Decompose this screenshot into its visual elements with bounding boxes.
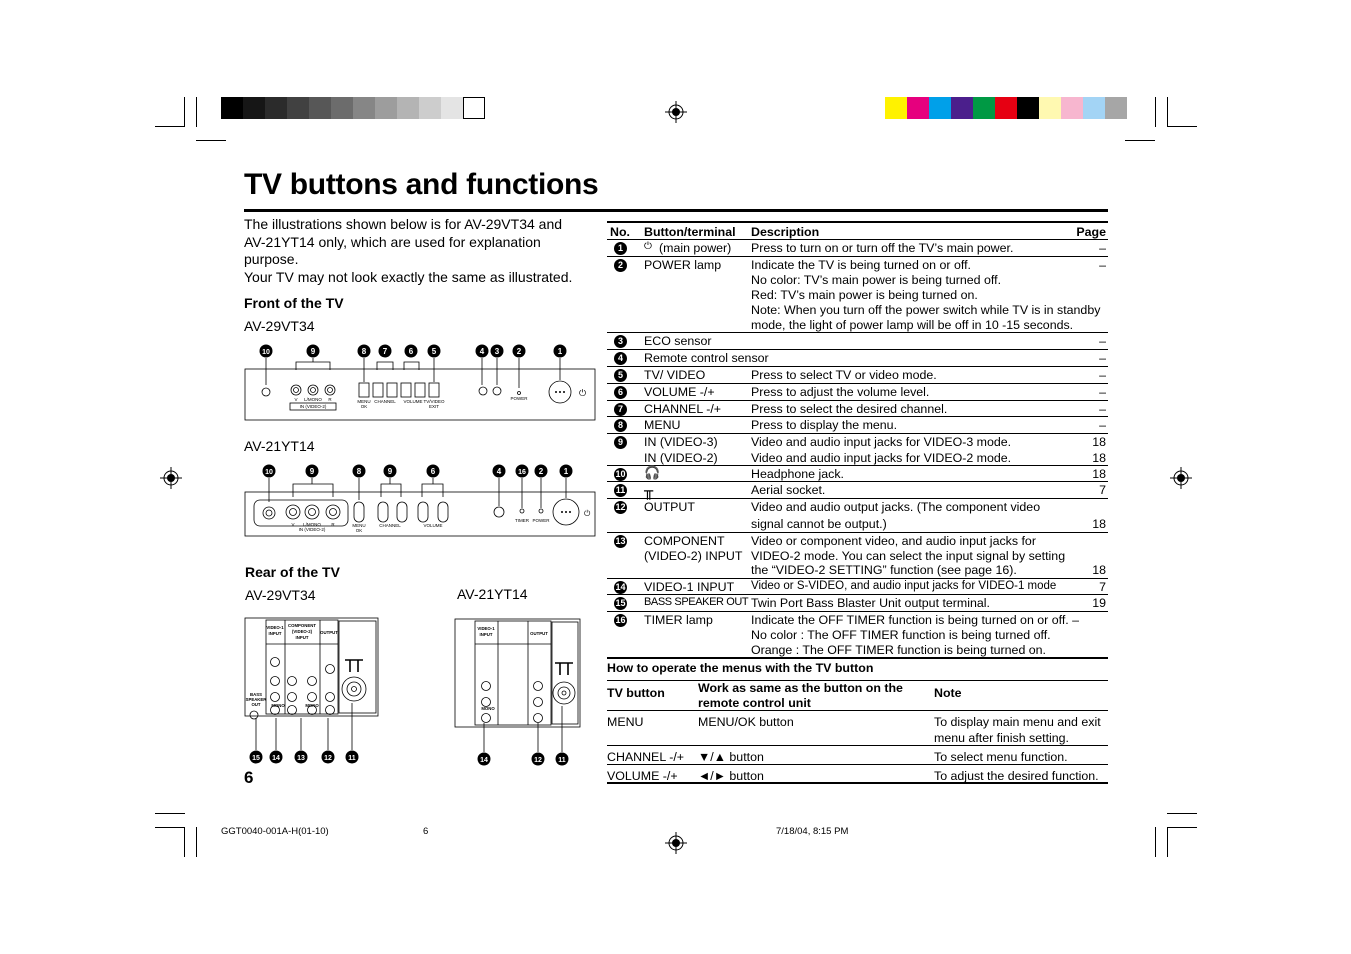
description-line: Orange : The OFF TIMER function is being turned on. xyxy=(751,643,1046,657)
svg-text:(VIDEO-2): (VIDEO-2) xyxy=(291,629,313,634)
svg-text:CHANNEL: CHANNEL xyxy=(374,399,396,404)
description-line: Note: When you turn off the power switch while TV is in standby xyxy=(751,303,1101,317)
svg-text:⏻: ⏻ xyxy=(579,389,587,399)
footer-code: GGT0040-001A-H(01-10) xyxy=(221,826,329,837)
table-row xyxy=(607,594,1108,611)
svg-text:10: 10 xyxy=(262,349,270,356)
color-swatch xyxy=(973,97,995,119)
menu-note: To display main menu and exit menu after finish setting. xyxy=(934,715,1101,745)
menu-header-tv-button: TV button xyxy=(607,686,665,700)
menu-work: ◄/► button xyxy=(698,769,764,783)
svg-text:4: 4 xyxy=(496,467,502,476)
page-ref: – xyxy=(1099,334,1106,348)
svg-text:11: 11 xyxy=(348,755,356,762)
rear-model-1: AV-29VT34 xyxy=(245,587,316,603)
menu-table-row xyxy=(607,765,1108,784)
table-row xyxy=(607,256,1108,332)
button-name: MENU xyxy=(644,418,681,432)
color-swatch xyxy=(1105,97,1127,119)
gray-swatch xyxy=(419,97,441,119)
item-number-badge: 4 xyxy=(614,352,627,365)
menu-note: To adjust the desired function. xyxy=(934,769,1099,783)
description-line: Headphone jack. xyxy=(751,467,844,481)
gray-swatch xyxy=(375,97,397,119)
svg-text:11: 11 xyxy=(558,757,566,764)
table-header-row xyxy=(607,221,1108,239)
item-number-badge: 15 xyxy=(615,598,626,608)
svg-text:R: R xyxy=(331,522,335,527)
svg-text:14: 14 xyxy=(272,755,280,762)
gray-swatch xyxy=(353,97,375,119)
description-line: Indicate the TV is being turned on or off. xyxy=(751,258,971,272)
color-swatch xyxy=(951,97,973,119)
button-name: IN (VIDEO-3) xyxy=(644,435,718,449)
gray-swatch xyxy=(221,97,243,119)
intro-line: AV-21YT14 only, which are used for explanation xyxy=(244,233,541,250)
menu-tv-button: CHANNEL -/+ xyxy=(607,750,684,764)
description-line: the “VIDEO-2 SETTING” function (see page 16). xyxy=(751,563,1017,577)
title-rule xyxy=(244,209,1108,212)
gray-swatch xyxy=(441,97,463,119)
color-swatch xyxy=(1039,97,1061,119)
registration-mark-top xyxy=(665,101,687,123)
svg-text:VIDEO-1: VIDEO-1 xyxy=(266,625,284,630)
front-model-1: AV-29VT34 xyxy=(244,318,315,334)
front-panel-av29vt34 xyxy=(244,340,596,422)
intro-line: purpose. xyxy=(244,251,299,268)
table-row xyxy=(607,366,1108,383)
page-ref: – xyxy=(1099,258,1106,272)
svg-text:VIDEO-1: VIDEO-1 xyxy=(477,626,495,631)
svg-text:8: 8 xyxy=(356,467,362,476)
table-row xyxy=(607,498,1108,532)
item-number-badge: 5 xyxy=(614,369,627,382)
menu-header-note: Note xyxy=(934,686,962,700)
color-swatch xyxy=(907,97,929,119)
page-ref: – xyxy=(1099,241,1106,255)
svg-text:POWER: POWER xyxy=(532,518,550,523)
description-line: Red: TV’s main power is being turned on. xyxy=(751,288,978,302)
page-ref-secondary: 18 xyxy=(1092,451,1106,465)
item-number-badge: 11 xyxy=(615,485,626,495)
svg-text:12: 12 xyxy=(534,757,542,764)
button-name: ECO sensor xyxy=(644,334,712,348)
svg-text:1: 1 xyxy=(563,467,569,476)
description-line: No color: TV’s main power is being turned off. xyxy=(751,273,1002,287)
page-ref: 18 xyxy=(1092,435,1106,449)
page-ref: 18 xyxy=(1092,563,1106,577)
svg-text:OK: OK xyxy=(360,404,368,409)
svg-text:VOLUME: VOLUME xyxy=(403,399,423,404)
description-line: Video and audio output jacks. (The component video xyxy=(751,500,1041,514)
item-number-badge: 14 xyxy=(615,582,626,592)
item-number-badge: 13 xyxy=(615,536,626,546)
page-ref: – xyxy=(1099,368,1106,382)
menu-work: MENU/OK button xyxy=(698,715,794,729)
svg-text:OUTPUT: OUTPUT xyxy=(530,631,548,636)
svg-text:16: 16 xyxy=(518,469,526,476)
description-line: signal cannot be output.) xyxy=(751,517,887,531)
color-swatch xyxy=(885,97,907,119)
button-name: Remote control sensor xyxy=(644,351,769,365)
footer-date: 7/18/04, 8:15 PM xyxy=(776,826,849,837)
item-number-badge: 3 xyxy=(614,335,627,348)
button-name: COMPONENT xyxy=(644,534,725,548)
description-line: Press to display the menu. xyxy=(751,418,898,432)
page-ref: 18 xyxy=(1092,467,1106,481)
color-swatch xyxy=(1083,97,1105,119)
gray-swatch xyxy=(331,97,353,119)
svg-text:10: 10 xyxy=(265,469,273,476)
page-ref: – xyxy=(1099,402,1106,416)
description-line: Press to turn on or turn off the TV’s main power. xyxy=(751,241,1014,255)
table-row xyxy=(607,465,1108,481)
svg-text:2: 2 xyxy=(516,347,522,356)
intro-text xyxy=(244,216,589,286)
item-number-badge: 1 xyxy=(614,242,627,255)
button-name: (main power) xyxy=(659,241,732,255)
page-ref: – xyxy=(1099,385,1106,399)
item-number-badge: 7 xyxy=(614,403,627,416)
button-name: BASS SPEAKER OUT xyxy=(644,596,749,608)
front-heading: Front of the TV xyxy=(244,295,344,311)
svg-text:OUTPUT: OUTPUT xyxy=(320,630,338,635)
svg-text:2: 2 xyxy=(538,467,544,476)
menu-note: To select menu function. xyxy=(934,750,1068,764)
description-line: Aerial socket. xyxy=(751,483,826,497)
svg-text:EXIT: EXIT xyxy=(428,404,440,409)
svg-text:MONO: MONO xyxy=(481,706,495,711)
svg-text:INPUT: INPUT xyxy=(268,631,282,636)
header-no: No. xyxy=(610,225,630,239)
menu-work: ▼/▲ button xyxy=(698,750,764,764)
menu-table-row xyxy=(607,746,1108,765)
button-name: TV/ VIDEO xyxy=(644,368,706,382)
button-name: VOLUME -/+ xyxy=(644,385,715,399)
button-name: CHANNEL -/+ xyxy=(644,402,721,416)
svg-text:IN (VIDEO-2): IN (VIDEO-2) xyxy=(298,527,326,532)
menu-table-row xyxy=(607,711,1108,746)
page-title: TV buttons and functions xyxy=(244,168,599,201)
gray-swatch xyxy=(463,97,485,119)
item-number-badge: 8 xyxy=(614,419,627,432)
color-swatch xyxy=(1017,97,1039,119)
svg-text:13: 13 xyxy=(297,755,305,762)
page-ref: – xyxy=(1099,351,1106,365)
svg-text:R: R xyxy=(328,397,332,402)
item-number-badge: 10 xyxy=(615,469,626,479)
description-line: No color : The OFF TIMER function is being turned off. xyxy=(751,628,1051,642)
intro-line: The illustrations shown below is for AV-29VT34 and xyxy=(244,216,563,232)
table-row xyxy=(607,416,1108,433)
svg-text:5: 5 xyxy=(431,347,437,356)
description-line: Twin Port Bass Blaster Unit output terminal. xyxy=(751,596,990,610)
table-row xyxy=(607,433,1108,465)
rear-panel-av29vt34 xyxy=(244,617,384,767)
color-swatch xyxy=(995,97,1017,119)
front-model-2: AV-21YT14 xyxy=(244,438,315,454)
item-number-badge: 2 xyxy=(614,259,627,272)
description-line: Video or component video, and audio input jacks for xyxy=(751,534,1036,548)
description-line: Video and audio input jacks for VIDEO-3 mode. xyxy=(751,435,1012,449)
page-number: 6 xyxy=(244,768,254,787)
button-name: POWER lamp xyxy=(644,258,722,272)
header-button: Button/terminal xyxy=(644,225,736,239)
button-name: OUTPUT xyxy=(644,500,695,514)
svg-text:OUT: OUT xyxy=(251,702,261,707)
gray-swatch xyxy=(287,97,309,119)
svg-text:IN (VIDEO-2): IN (VIDEO-2) xyxy=(299,404,327,409)
table-row xyxy=(607,239,1108,256)
table-row xyxy=(607,349,1108,366)
page-ref: 18 xyxy=(1092,517,1106,531)
svg-text:INPUT: INPUT xyxy=(479,632,493,637)
svg-text:VOLUME: VOLUME xyxy=(423,523,443,528)
page-ref: 19 xyxy=(1092,596,1106,610)
page-ref: 7 xyxy=(1099,580,1106,594)
table-row xyxy=(607,578,1108,594)
table-row xyxy=(607,481,1108,498)
svg-text:OK: OK xyxy=(355,528,363,533)
button-name-line2: (VIDEO-2) INPUT xyxy=(644,549,743,563)
table-row xyxy=(607,532,1108,578)
svg-text:CHANNEL: CHANNEL xyxy=(379,523,401,528)
svg-text:COMPONENT: COMPONENT xyxy=(288,623,316,628)
power-icon: ⏻ xyxy=(644,241,652,252)
menu-header-work: Work as same as the button on the remote control unit xyxy=(698,681,903,710)
registration-mark-bottom xyxy=(665,832,687,854)
color-swatch xyxy=(1061,97,1083,119)
svg-text:V: V xyxy=(291,522,295,527)
svg-text:9: 9 xyxy=(309,467,315,476)
svg-text:15: 15 xyxy=(252,755,260,762)
aerial-icon: ╥ xyxy=(644,482,654,500)
svg-text:L/MONO: L/MONO xyxy=(304,397,322,402)
table-row xyxy=(607,383,1108,400)
svg-text:3: 3 xyxy=(494,347,500,356)
svg-text:MENU: MENU xyxy=(357,399,371,404)
page-ref: – xyxy=(1099,418,1106,432)
rear-panel-av21yt14 xyxy=(454,618,584,768)
description-line-secondary: Video and audio input jacks for VIDEO-2 mode. xyxy=(751,451,1012,465)
svg-text:SPEAKER: SPEAKER xyxy=(245,697,267,702)
menu-tv-button: VOLUME -/+ xyxy=(607,769,678,783)
footer-page: 6 xyxy=(423,826,429,837)
registration-mark-right xyxy=(1170,467,1192,489)
item-number-badge: 6 xyxy=(614,386,627,399)
gray-swatch xyxy=(243,97,265,119)
svg-text:9: 9 xyxy=(387,467,393,476)
gray-swatch xyxy=(397,97,419,119)
table-row xyxy=(607,332,1108,349)
svg-text:TIMER: TIMER xyxy=(515,518,529,523)
intro-line: Your TV may not look exactly the same as illustrated. xyxy=(244,268,573,285)
svg-text:6: 6 xyxy=(408,347,414,356)
headphone-icon: 🎧 xyxy=(644,466,661,481)
svg-text:TV/VIDEO: TV/VIDEO xyxy=(423,399,445,404)
svg-text:9: 9 xyxy=(310,347,316,356)
page-ref: 7 xyxy=(1099,483,1106,497)
description-line: Press to adjust the volume level. xyxy=(751,385,930,399)
svg-text:POWER: POWER xyxy=(510,396,528,401)
item-number-badge: 16 xyxy=(615,615,626,625)
menu-table-heading: How to operate the menus with the TV button xyxy=(607,661,874,675)
header-description: Description xyxy=(751,225,820,239)
svg-text:BASS: BASS xyxy=(250,692,262,697)
item-number-badge: 9 xyxy=(614,436,627,449)
label-v: V xyxy=(294,397,298,402)
svg-text:4: 4 xyxy=(479,347,485,356)
registration-mark-left xyxy=(160,467,182,489)
menu-tv-button: MENU xyxy=(607,715,644,729)
gray-swatch xyxy=(309,97,331,119)
svg-text:6: 6 xyxy=(430,467,436,476)
svg-text:MENU: MENU xyxy=(352,523,366,528)
svg-text:INPUT: INPUT xyxy=(295,635,309,640)
description-line: Indicate the OFF TIMER function is being turned on or off. – xyxy=(751,613,1080,627)
header-page: Page xyxy=(1076,225,1106,239)
button-name: VIDEO-1 INPUT xyxy=(644,580,735,594)
svg-text:1: 1 xyxy=(557,347,563,356)
gray-swatch xyxy=(265,97,287,119)
svg-text:12: 12 xyxy=(324,755,332,762)
description-line: mode, the light of power lamp will be off in 10 -15 seconds. xyxy=(751,318,1074,332)
rear-model-2: AV-21YT14 xyxy=(457,586,528,602)
svg-text:MONO: MONO xyxy=(271,703,285,708)
button-name: TIMER lamp xyxy=(644,613,713,627)
svg-text:8: 8 xyxy=(361,347,367,356)
description-line: Video or S-VIDEO, and audio input jacks for VIDEO-1 mode xyxy=(751,580,1057,592)
rear-heading: Rear of the TV xyxy=(245,564,340,580)
color-swatch xyxy=(929,97,951,119)
description-line: VIDEO-2 mode. You can select the input signal by setting xyxy=(751,548,1066,563)
description-line: Press to select the desired channel. xyxy=(751,402,948,416)
item-number-badge: 12 xyxy=(615,502,626,512)
svg-text:14: 14 xyxy=(480,757,488,764)
description-line: Press to select TV or video mode. xyxy=(751,368,937,382)
button-name-secondary: IN (VIDEO-2) xyxy=(644,451,718,465)
svg-text:⏻: ⏻ xyxy=(584,509,591,518)
svg-text:MONO: MONO xyxy=(305,703,319,708)
svg-text:7: 7 xyxy=(382,347,388,356)
table-row xyxy=(607,611,1108,659)
svg-text:L/MONO: L/MONO xyxy=(303,522,321,527)
front-panel-av21yt14 xyxy=(244,462,596,538)
table-row xyxy=(607,400,1108,416)
